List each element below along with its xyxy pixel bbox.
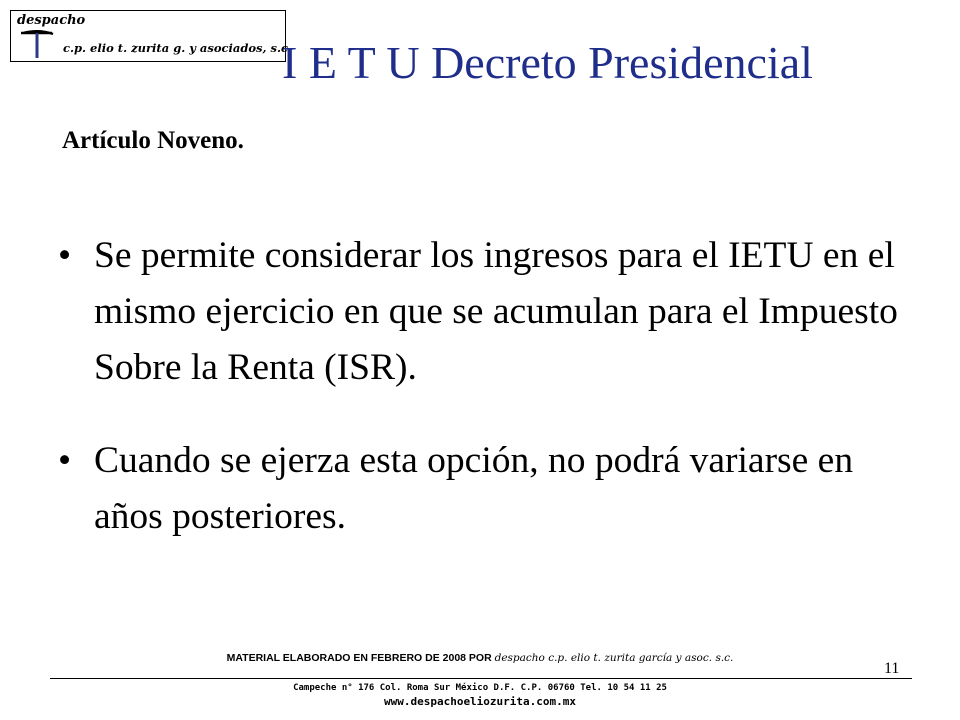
bullet-item bbox=[58, 228, 918, 396]
bullet-icon: • bbox=[58, 440, 72, 481]
logo-subtitle: c.p. elio t. zurita g. y asociados, s.c. bbox=[63, 41, 293, 55]
bullet-item bbox=[58, 433, 918, 545]
article-heading: Artículo Noveno. bbox=[62, 127, 244, 154]
t-square-logo-icon bbox=[19, 28, 55, 60]
footer-divider bbox=[50, 678, 912, 679]
footer-credit-firm: despacho c.p. elio t. zurita garcía y asoc. s.c. bbox=[494, 652, 734, 664]
logo-word: despacho bbox=[17, 13, 86, 28]
page-number: 11 bbox=[884, 660, 900, 677]
footer-address: Campeche n° 176 Col. Roma Sur México D.F. C.P. 06760 Tel. 10 54 11 25 bbox=[293, 683, 667, 693]
slide-title: I E T U Decreto Presidencial bbox=[282, 37, 813, 88]
footer-credit-prefix: MATERIAL ELABORADO EN FEBRERO DE 2008 POR bbox=[226, 652, 492, 664]
footer-credit bbox=[0, 652, 960, 664]
bullet-text: Se permite considerar los ingresos para el IETU en el mismo ejercicio en que se acumulan para el Impuesto Sobre la Renta (ISR). bbox=[94, 235, 898, 388]
footer-website: www.despachoeliozurita.com.mx bbox=[383, 695, 577, 708]
bullet-list bbox=[58, 228, 918, 545]
firm-logo bbox=[10, 10, 293, 62]
bullet-icon: • bbox=[58, 235, 72, 276]
bullet-text: Cuando se ejerza esta opción, no podrá variarse en años posteriores. bbox=[94, 440, 854, 537]
